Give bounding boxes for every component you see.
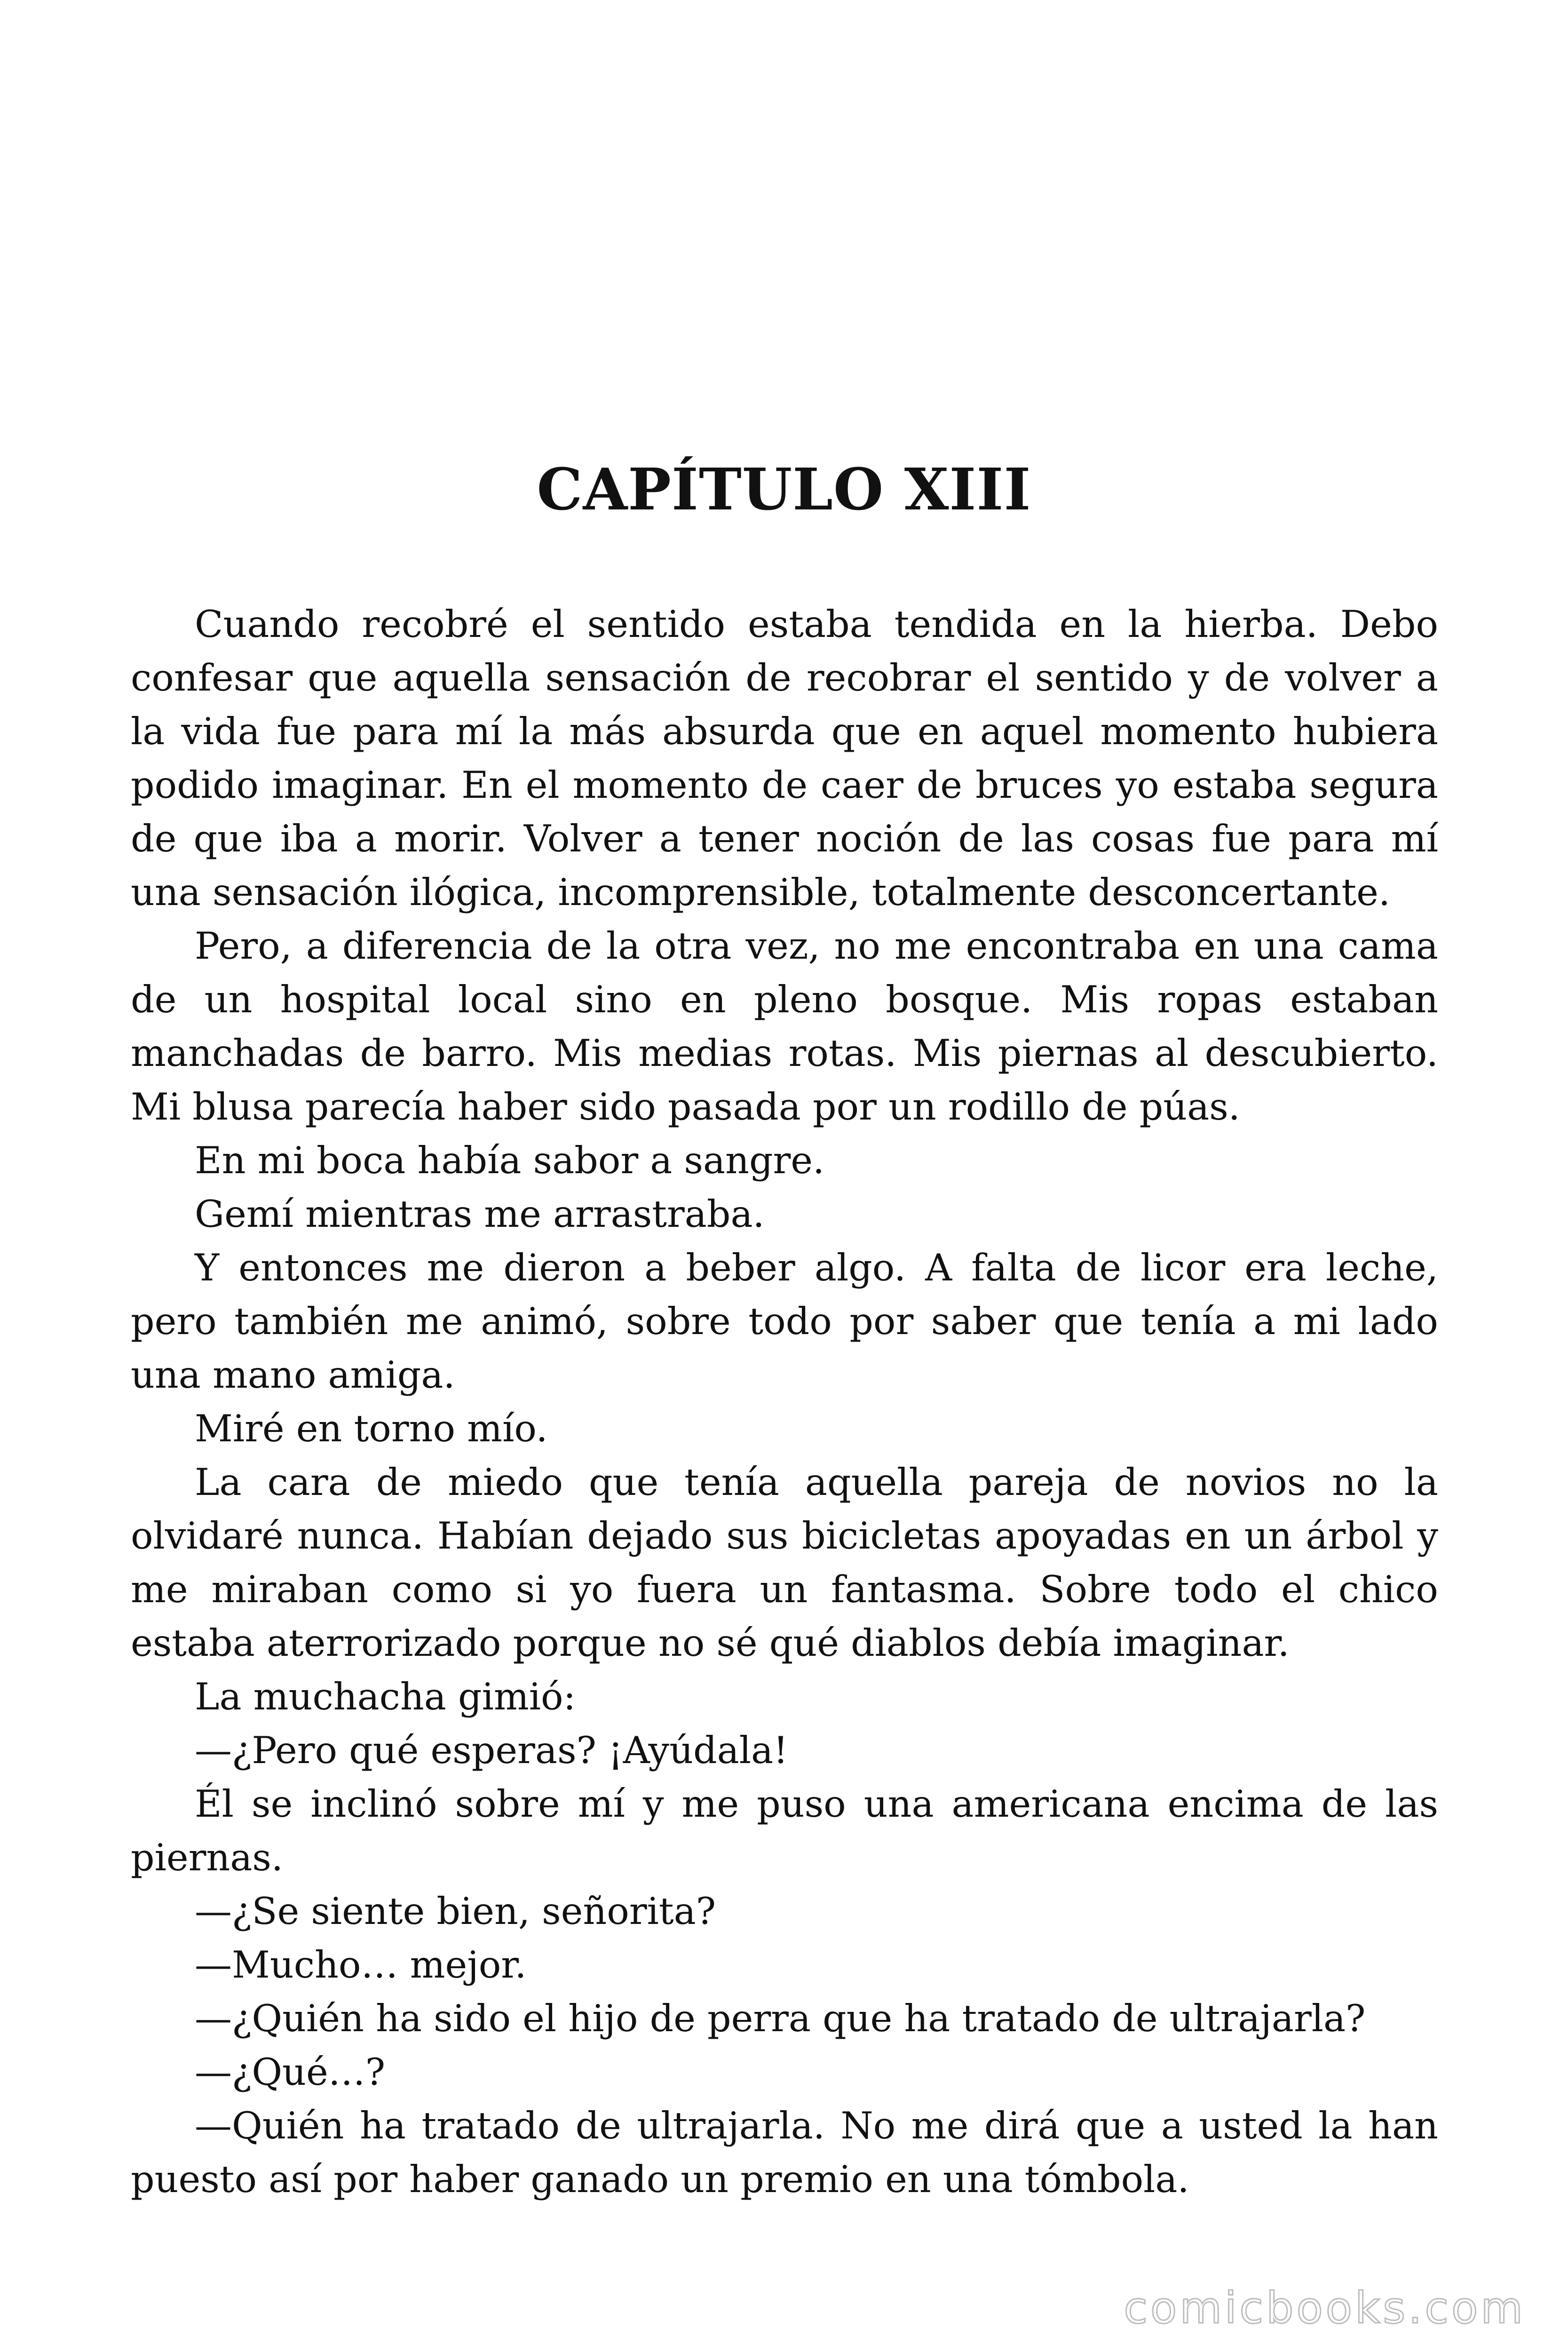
paragraph: En mi boca había sabor a sangre.: [195, 1139, 825, 1182]
chapter-title: CAPÍTULO XIII: [537, 455, 1031, 523]
dialogue-line: —¿Quién ha sido el hijo de perra que ha tratado de ultrajarla?: [195, 1997, 1366, 2040]
paragraph: Cuando recobré el sentido estaba tendida en la hierba. Debo confesar que aquella sensación de recobrar el sentido y de volver a la vida fue para mí la más absurda que en aquel momento hubiera podido imaginar. En el momento de caer de bruces yo estaba segura de que iba a morir. Volver a tener noción de las cosas fue para mí una sensación ilógica, incomprensible, totalmente desconcertante.: [131, 603, 1438, 914]
dialogue-line: —Mucho… mejor.: [195, 1943, 527, 1986]
paragraph: La cara de miedo que tenía aquella pareja de novios no la olvidaré nunca. Habían dejado sus bicicletas apoyadas en un árbol y me miraban como si yo fuera un fantasma. Sobre todo el chico estaba aterrorizado porque no sé qué diablos debía imaginar.: [131, 1461, 1438, 1665]
paragraph: Pero, a diferencia de la otra vez, no me encontraba en una cama de un hospital local sino en pleno bosque. Mis ropas estaban manchadas de barro. Mis medias rotas. Mis piernas al descubierto. Mi blusa parecía haber sido pasada por un rodillo de púas.: [131, 924, 1438, 1128]
paragraph: La muchacha gimió:: [195, 1675, 576, 1718]
chapter-body: [131, 597, 1438, 2206]
paragraph: Miré en torno mío.: [195, 1407, 548, 1450]
dialogue-line: —Quién ha tratado de ultrajarla. No me dirá que a usted la han puesto así por haber ganado un premio en una tómbola.: [131, 2104, 1438, 2201]
dialogue-line: —¿Se siente bien, señorita?: [195, 1890, 716, 1933]
watermark-text: comicbooks.com: [1124, 2283, 1526, 2333]
dialogue-line: —¿Qué…?: [195, 2050, 386, 2094]
paragraph: Y entonces me dieron a beber algo. A falta de licor era leche, pero también me animó, sobre todo por saber que tenía a mi lado una mano amiga.: [131, 1246, 1438, 1397]
paragraph: Gemí mientras me arrastraba.: [195, 1192, 765, 1236]
paragraph: Él se inclinó sobre mí y me puso una americana encima de las piernas.: [131, 1782, 1438, 1879]
dialogue-line: —¿Pero qué esperas? ¡Ayúdala!: [195, 1729, 788, 1772]
